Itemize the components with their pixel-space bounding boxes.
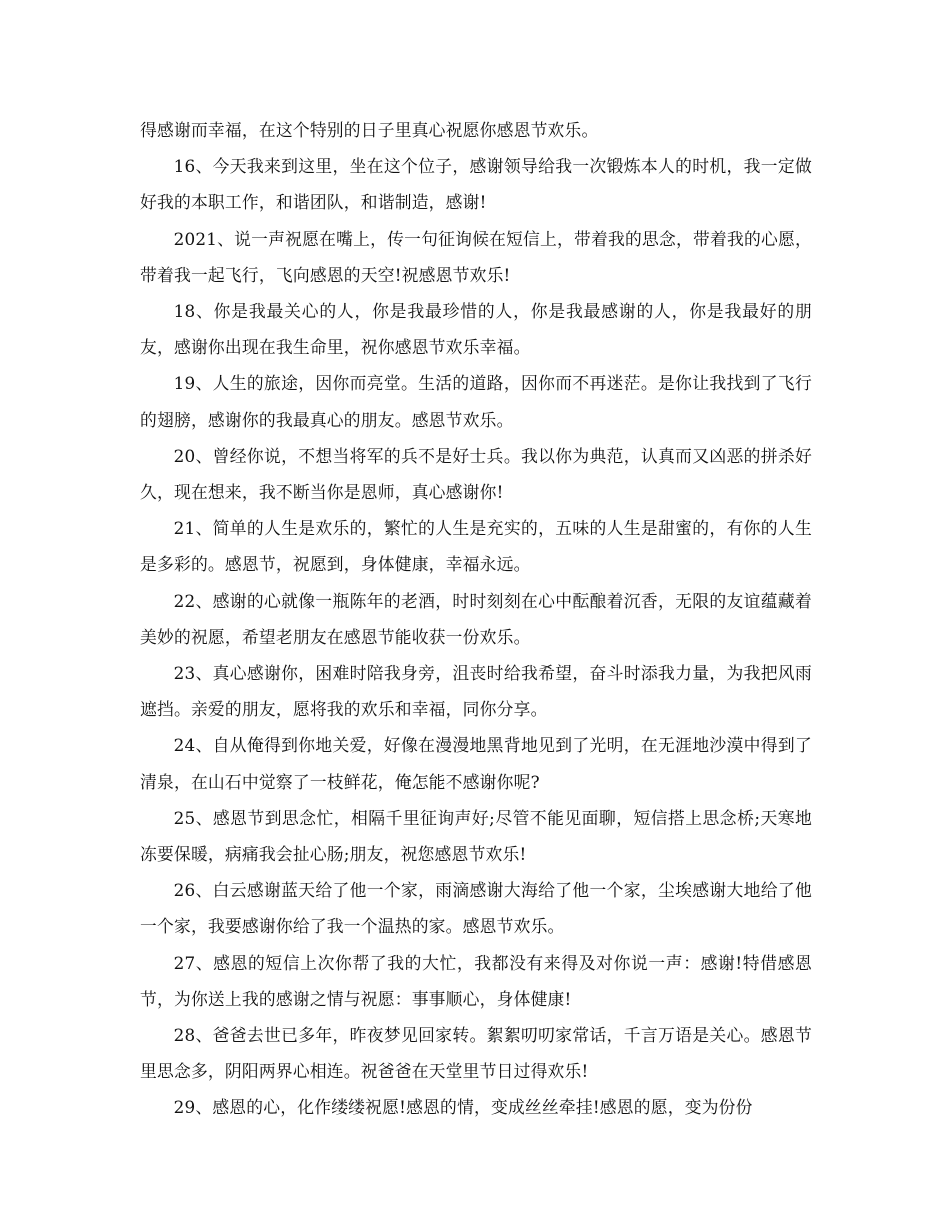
paragraph-continuation: 得感谢而幸福，在这个特别的日子里真心祝愿你感恩节欢乐。 — [140, 120, 599, 140]
paragraph-item-18: 18、你是我最关心的人，你是我最珍惜的人，你是我最感谢的人，你是我最好的朋友，感谢你出现在我生命里，祝你感恩节欢乐幸福。 — [140, 301, 812, 358]
paragraph-item-19: 19、人生的旅途，因你而亮堂。生活的道路，因你而不再迷茫。是你让我找到了飞行的翅膀，感谢你的我最真心的朋友。感恩节欢乐。 — [140, 373, 812, 430]
paragraph-item-23: 23、真心感谢你，困难时陪我身旁，沮丧时给我希望，奋斗时添我力量，为我把风雨遮挡。亲爱的朋友，愿将我的欢乐和幸福，同你分享。 — [140, 663, 812, 720]
paragraph-item-24: 24、自从俺得到你地关爱，好像在漫漫地黑背地见到了光明，在无涯地沙漠中得到了清泉，在山石中觉察了一枝鲜花，俺怎能不感谢你呢? — [140, 735, 812, 792]
paragraph-item-26: 26、白云感谢蓝天给了他一个家，雨滴感谢大海给了他一个家，尘埃感谢大地给了他一个家，我要感谢你给了我一个温热的家。感恩节欢乐。 — [140, 880, 812, 937]
paragraph-item-29: 29、感恩的心，化作缕缕祝愿!感恩的情，变成丝丝牵挂!感恩的愿，变为份份 — [173, 1097, 753, 1118]
paragraph-item-20: 20、曾经你说，不想当将军的兵不是好士兵。我以你为典范，认真而又凶恶的拼杀好久，现在想来，我不断当你是恩师，真心感谢你! — [140, 445, 812, 503]
paragraph-item-22: 22、感谢的心就像一瓶陈年的老酒，时时刻刻在心中酝酿着沉香，无限的友谊蕴藏着美妙的祝愿，希望老朋友在感恩节能收获一份欢乐。 — [140, 590, 812, 647]
paragraph-item-27: 27、感恩的短信上次你帮了我的大忙，我都没有来得及对你说一声：感谢!特借感恩节，为你送上我的感谢之情与祝愿：事事顺心，身体健康! — [140, 952, 812, 1009]
paragraph-item-2021: 2021、说一声祝愿在嘴上，传一句征询候在短信上，带着我的思念，带着我的心愿，带着我一起飞行，飞向感恩的天空!祝感恩节欢乐! — [140, 228, 812, 285]
paragraph-item-21: 21、简单的人生是欢乐的，繁忙的人生是充实的，五味的人生是甜蜜的，有你的人生是多彩的。感恩节，祝愿到，身体健康，幸福永远。 — [140, 518, 812, 575]
document-body — [140, 112, 812, 1126]
paragraph-item-25: 25、感恩节到思念忙，相隔千里征询声好;尽管不能见面聊，短信搭上思念桥;天寒地冻要保暖，病痛我会扯心肠;朋友，祝您感恩节欢乐! — [140, 807, 812, 865]
paragraph-item-16: 16、今天我来到这里，坐在这个位子，感谢领导给我一次锻炼本人的时机，我一定做好我的本职工作，和谐团队，和谐制造，感谢! — [140, 156, 812, 213]
paragraph-item-28: 28、爸爸去世已多年，昨夜梦见回家转。絮絮叨叨家常话，千言万语是关心。感恩节里思念多，阴阳两界心相连。祝爸爸在天堂里节日过得欢乐! — [140, 1025, 812, 1082]
